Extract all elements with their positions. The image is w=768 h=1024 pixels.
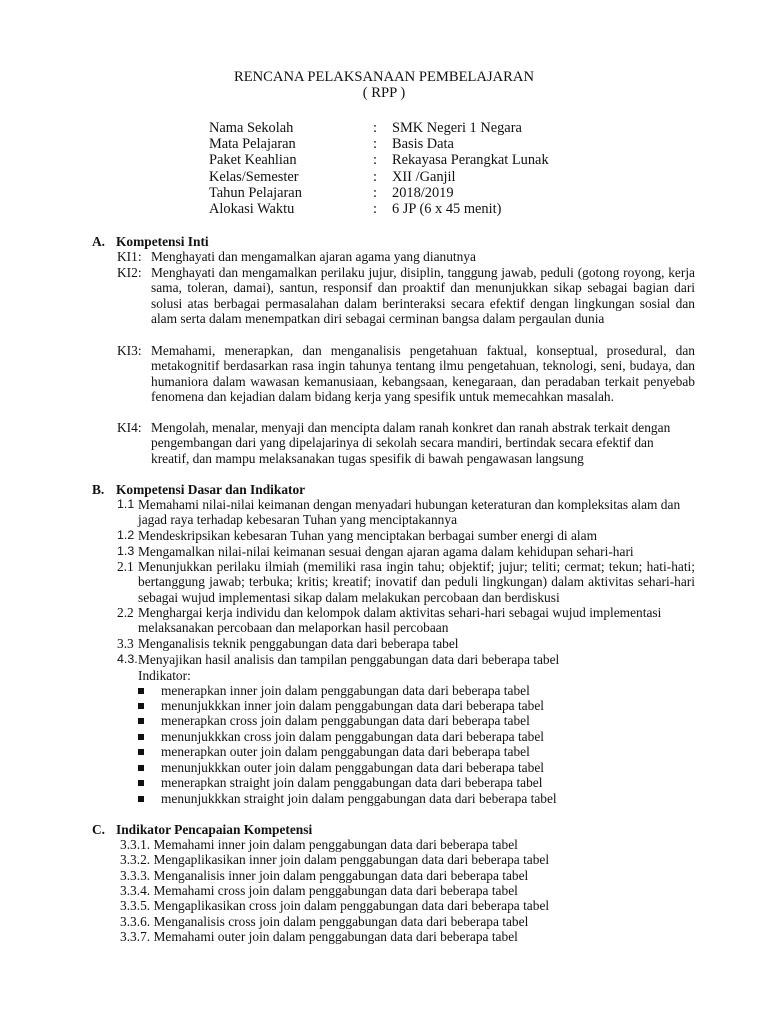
kd-text: Mengamalkan nilai-nilai keimanan sesuai dengan ajaran agama dalam kehidupan sehari-hari xyxy=(138,544,634,559)
ipk-item: 3.3.6. Menganalisis cross join dalam penggabungan data dari beberapa tabel xyxy=(120,914,529,929)
ipk-item: 3.3.7. Memahami outer join dalam penggabungan data dari beberapa tabel xyxy=(120,929,518,944)
kd-number: 1.1 xyxy=(117,497,135,511)
identity-label: Tahun Pelajaran xyxy=(209,184,302,201)
indicator-text: menunjukkkan inner join dalam penggabungan data dari beberapa tabel xyxy=(161,698,544,713)
indicator-label: Indikator: xyxy=(138,668,191,683)
indicator-item xyxy=(138,698,544,713)
identity-value: XII /Ganjil xyxy=(392,168,456,185)
kd-text: Memahami nilai-nilai keimanan dengan menyadari hubungan keteraturan dan kompleksitas alam dan jagad raya terhadap kebesaran Tuhan yang menciptakannya xyxy=(138,497,681,528)
identity-value: 6 JP (6 x 45 menit) xyxy=(392,200,502,217)
ki-item xyxy=(117,265,695,327)
ki-code: KI1: xyxy=(117,249,142,264)
identity-label: Nama Sekolah xyxy=(209,120,294,136)
indicator-item xyxy=(138,760,544,775)
identity-value: 2018/2019 xyxy=(392,184,454,201)
document-title: RENCANA PELAKSANAAN PEMBELAJARAN xyxy=(233,69,534,85)
identity-row xyxy=(209,120,669,136)
ki-code: KI4: xyxy=(117,420,142,435)
kd-item xyxy=(117,605,695,636)
section-title: Indikator Pencapaian Kompetensi xyxy=(116,822,313,837)
bullet-icon xyxy=(138,765,144,771)
bullet-icon xyxy=(138,796,144,802)
kd-text: Menganalisis teknik penggabungan data dari beberapa tabel xyxy=(138,636,459,651)
ki-text: Memahami, menerapkan, dan menganalisis pengetahuan faktual, konseptual, prosedural, dan metakognitif berdasarkan rasa ingin tahunya tentang ilmu pengetahuan, teknologi, seni, budaya, dan humaniora dalam wawasan kemanusiaan, kebangsaan, kenegaraan, dan peradaban terkait penyebab fenomena dan kejadian dalam bidang kerja yang spesifik untuk memecahkan masalah. xyxy=(151,343,695,405)
identity-colon: : xyxy=(373,136,377,153)
kd-number: 2.2 xyxy=(117,605,134,620)
indicator-item xyxy=(138,683,530,698)
identity-label: Kelas/Semester xyxy=(209,168,299,185)
kd-item xyxy=(117,544,695,559)
ki-text: Mengolah, menalar, menyaji dan mencipta dalam ranah konkret dan ranah abstrak terkait dengan pengembangan dari yang dipelajarinya di sekolah secara mandiri, bertindak secara efektif dan kreatif, dan mampu melaksanakan tugas spesifik di bawah pengawasan langsung xyxy=(151,420,671,466)
indicator-text: menunjukkkan outer join dalam penggabungan data dari beberapa tabel xyxy=(161,760,544,775)
kd-item xyxy=(117,528,695,543)
indicator-item xyxy=(138,729,544,744)
kd-number: 4.3. xyxy=(117,652,138,666)
ki-text: Menghayati dan mengamalkan ajaran agama yang dianutnya xyxy=(151,249,476,264)
identity-label: Alokasi Waktu xyxy=(209,200,295,217)
ki-item xyxy=(117,420,695,466)
ki-item xyxy=(117,343,695,405)
identity-label: Paket Keahlian xyxy=(209,152,297,169)
indicator-text: menunjukkkan straight join dalam penggabungan data dari beberapa tabel xyxy=(161,791,557,806)
document-subtitle: ( RPP ) xyxy=(362,85,406,101)
identity-row xyxy=(209,136,669,152)
bullet-icon xyxy=(138,780,144,786)
identity-colon: : xyxy=(373,200,377,217)
kd-item xyxy=(117,636,695,651)
identity-colon: : xyxy=(373,152,377,169)
indicator-text: menerapkan outer join dalam penggabungan data dari beberapa tabel xyxy=(161,744,530,759)
bullet-icon xyxy=(138,749,144,755)
indicator-text: menunjukkkan cross join dalam penggabungan data dari beberapa tabel xyxy=(161,729,544,744)
ki-code: KI2: xyxy=(117,265,142,280)
identity-row xyxy=(209,201,669,217)
indicator-item xyxy=(138,744,530,759)
identity-label: Mata Pelajaran xyxy=(209,136,296,153)
section-title: Kompetensi Dasar dan Indikator xyxy=(116,482,306,497)
kd-item xyxy=(117,497,695,528)
section-c-heading xyxy=(92,822,312,837)
identity-value: Basis Data xyxy=(392,136,454,153)
indicator-item xyxy=(138,791,557,806)
ki-text: Menghayati dan mengamalkan perilaku jujur, disiplin, tanggung jawab, peduli (gotong royong, kerja sama, toleran, damai), santun, responsif dan proaktif dan menunjukkan sikap sebagai bagian dari solusi atas berbagai permasalahan dalam berinteraksi secara efektif dengan lingkungan sosial dan alam serta dalam menempatkan diri sebagai cerminan bangsa dalam pergaulan dunia xyxy=(151,265,695,327)
section-letter: C. xyxy=(92,822,106,837)
indicator-text: menerapkan cross join dalam penggabungan data dari beberapa tabel xyxy=(161,713,530,728)
identity-value: SMK Negeri 1 Negara xyxy=(392,120,522,136)
section-title: Kompetensi Inti xyxy=(116,234,209,249)
kd-number: 2.1 xyxy=(117,559,134,574)
section-letter: A. xyxy=(92,234,106,249)
kd-text: Menunjukkan perilaku ilmiah (memiliki rasa ingin tahu; objektif; jujur; teliti; cermat; tekun; hati-hati; bertanggung jawab; terbuka; kritis; kreatif; inovatif dan peduli lingkungan) dalam aktivitas sehari-hari sebagai wujud implementasi sikap dalam melakukan percobaan dan berdiskusi xyxy=(138,559,695,605)
identity-colon: : xyxy=(373,120,377,136)
identity-value: Rekayasa Perangkat Lunak xyxy=(392,152,549,169)
identity-colon: : xyxy=(373,168,377,185)
kd-number: 1.3 xyxy=(117,544,135,558)
kd-text: Mendeskripsikan kebesaran Tuhan yang menciptakan berbagai sumber energi di alam xyxy=(138,528,597,543)
bullet-icon xyxy=(138,688,144,694)
kd-text: Menghargai kerja individu dan kelompok dalam aktivitas sehari-hari sebagai wujud implementasi melaksanakan percobaan dan melaporkan hasil percobaan xyxy=(138,605,662,636)
ipk-item: 3.3.3. Menganalisis inner join dalam penggabungan data dari beberapa tabel xyxy=(120,868,529,883)
ipk-item: 3.3.2. Mengaplikasikan inner join dalam penggabungan data dari beberapa tabel xyxy=(120,852,550,867)
kd-item xyxy=(117,652,695,667)
bullet-icon xyxy=(138,703,144,709)
ki-item xyxy=(117,249,695,264)
kd-number: 3.3 xyxy=(117,636,134,651)
indicator-item xyxy=(138,713,530,728)
identity-row xyxy=(209,185,669,201)
indicator-text: menerapkan inner join dalam penggabungan data dari beberapa tabel xyxy=(161,683,530,698)
bullet-icon xyxy=(138,734,144,740)
bullet-icon xyxy=(138,718,144,724)
indicator-item xyxy=(138,775,542,790)
identity-colon: : xyxy=(373,184,377,201)
kd-text: Menyajikan hasil analisis dan tampilan penggabungan data dari beberapa tabel xyxy=(138,652,560,667)
indicator-text: menerapkan straight join dalam penggabungan data dari beberapa tabel xyxy=(161,775,543,790)
identity-row xyxy=(209,152,669,168)
identity-row xyxy=(209,169,669,185)
identity-table xyxy=(209,120,669,217)
ipk-item: 3.3.4. Memahami cross join dalam penggabungan data dari beberapa tabel xyxy=(120,883,518,898)
kd-item xyxy=(117,559,695,605)
ipk-item: 3.3.5. Mengaplikasikan cross join dalam penggabungan data dari beberapa tabel xyxy=(120,898,550,913)
section-letter: B. xyxy=(92,482,105,497)
section-b-heading xyxy=(92,482,305,497)
section-a-heading xyxy=(92,234,209,249)
kd-number: 1.2 xyxy=(117,528,135,542)
ipk-item: 3.3.1. Memahami inner join dalam penggabungan data dari beberapa tabel xyxy=(120,837,518,852)
ki-code: KI3: xyxy=(117,343,142,358)
